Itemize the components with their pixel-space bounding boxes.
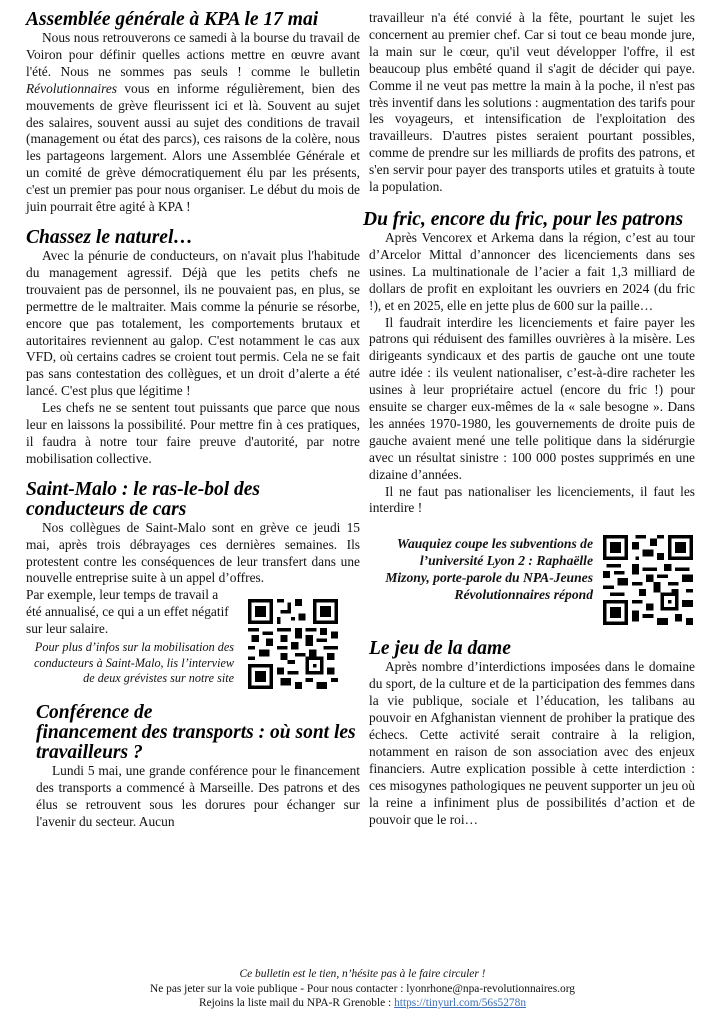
left-column — [26, 8, 360, 831]
article-body-kpa — [26, 30, 360, 216]
article-body-fric-1: Après Vencorex et Arkema dans la région, c’est au tour d’Arcelor Mittal d’annoncer des licenciements dans ses usines. La multinationale de l’acier a fait 1,3 milliard de dollars de profit en exploitant les ouvriers en 2024 (du fric !), et en 2025, elle en jette plus de 600 sur la paille… — [369, 229, 695, 313]
article-body-chassez-2: Les chefs ne se sentent tout puissants que parce que nous leur en laissons la possibilité. Pour mettre fin à ces pratiques, il faudra à notre tour faire preuve d'autorité, par notre mobilisation collective. — [26, 400, 360, 466]
title-line: Saint-Malo : le ras-le-bol des — [26, 478, 260, 500]
article-title-fric: Du fric, encore du fric, pour les patrons — [363, 208, 684, 230]
qr-code-icon[interactable] — [603, 535, 693, 625]
qr-code-icon[interactable] — [248, 599, 338, 689]
text: Nous nous retrouverons ce samedi à la bourse du travail de Voiron pour définir quelles actions mettre en œuvre avant l'été. Nous ne sommes pas seuls ! comme le bulletin — [26, 30, 360, 79]
title-line: Conférence de — [36, 702, 153, 724]
article-body-saint-malo-2: Par exemple, leur temps de travail a été annualisé, ce qui a un effet négatif sur leur salaire. — [26, 587, 229, 637]
title-line: financement des transports : où sont les — [36, 722, 356, 744]
article-body-fric-3: Il ne faut pas nationaliser les licenciements, il faut les interdire ! — [369, 483, 695, 516]
article-title-chassez: Chassez le naturel… — [26, 226, 193, 248]
article-body-saint-malo-1: Nos collègues de Saint-Malo sont en grève ce jeudi 15 mai, après trois débrayages ces dernières semaines. Ils protestent contre les conséquences de leur transfert dans une nouvelle entreprise suite à un appel d’offres. — [26, 519, 360, 586]
promo-qr-block — [369, 535, 695, 625]
footer-mailing-label: Rejoins la liste mail du NPA-R Grenoble : — [198, 997, 395, 1010]
article-title-jeu-dame: Le jeu de la dame — [369, 638, 511, 660]
bulletin-name: Révolutionnaires — [26, 80, 117, 96]
footer-contact: Ne pas jeter sur la voie publique - Pour nous contacter : lyonrhone@npa-revolutionnaires.org — [150, 982, 575, 995]
title-line: conducteurs de cars — [26, 498, 187, 520]
right-column — [363, 8, 695, 828]
article-body-jeu-dame: Après nombre d’interdictions imposées dans le domaine du sport, de la culture et de la participation des femmes dans la vie publique, sociale et l’éducation, les talibans au pouvoir en Afghanistan viennent de prohiber la pratique des échecs. Cette activité serait contraire à la religion, notamment en raison de son association avec des enjeux financiers. Autre explication possible à cette interdiction : ces misogynes pathologiques ne peuvent supporter un jeu où la reine a infiniment plus de possibilités d’action et de pouvoir que le roi… — [369, 659, 695, 827]
article-body-fric-2: Il faudrait interdire les licenciements et faire payer les patrons qui réduisent des familles ouvrières à la misère. Les dirigeants syndicaux et des partis de gauche ont une toute autre idée : ils veulent nationaliser, c’est-à-dire racheter les usines à leur propriétaire actuel (encore du fric !) pour ensuite se charger eux-mêmes de la « sale besogne ». Dans les années 1970-1980, les gouvernements de droite puis de gauche avaient mené une telle politique dans la sidérurgie avec un résultat sinistre : 100 000 postes supprimés en une dizaine d’années. — [369, 314, 695, 482]
article-title-saint-malo — [26, 480, 360, 520]
title-line: travailleurs ? — [36, 742, 143, 764]
footer — [0, 967, 725, 1011]
mailing-list-link[interactable]: https://tinyurl.com/56s5278n — [394, 997, 527, 1010]
saint-malo-qr-block — [26, 587, 360, 689]
promo-text: Wauquiez coupe les subventions de l’université Lyon 2 : Raphaëlle Mizony, porte-parole du NPA-Jeunes Révolutionnaires répond — [385, 536, 593, 603]
article-title-conference — [26, 703, 360, 763]
footer-mailing-list — [0, 996, 725, 1011]
saint-malo-note: Pour plus d’infos sur la mobilisation des conducteurs à Saint-Malo, lis l’interview de deux grévistes sur notre site — [33, 640, 234, 686]
footer-share-text: Ce bulletin est le tien, n’hésite pas à le faire circuler ! — [239, 968, 486, 980]
text: vous en informe régulièrement, bien des mouvements de grève fleurissent ici et là. Souvent au sujet des salaires, souvent aussi au sujet des conditions de travail (management ou état des parcs), ces raisons de la colère, nous les partageons largement. Alors une Assemblée Générale et un comité de grève démocratiquement élu par les présents, c'est un premier pas pour nous organiser. Le début du mois de juin pourrait être agité à KPA ! — [26, 80, 360, 215]
article-body-chassez-1: Avec la pénurie de conducteurs, on n'avait plus l'habitude du management agressif. Déjà que les petits chefs ne trouvaient pas de personnel, ils ne pouvaient pas, en plus, se permettre de le maltraiter. Mais comme la pénurie se résorbe, encore que pas totalement, les comportements brutaux et autoritaires reviennent au galop. C'est notamment le cas aux VFD, où certains cadres se croient tout permis. Cela ne se fait pas sans contestation des collègues, et un droit d’alerte a été lancé. C'est plus que légitime ! — [26, 247, 360, 399]
article-title-kpa: Assemblée générale à KPA le 17 mai — [26, 9, 319, 30]
article-body-conference: Lundi 5 mai, une grande conférence pour le financement des transports a commencé à Marseille. Des patrons et des élus se retrouvent sous les dorures pour échanger sur l'avenir du secteur. Aucun — [36, 763, 360, 830]
article-body-conference-continued: travailleur n'a été convié à la fête, pourtant le sujet les concernent au premier chef. Car si tout ce beau monde jure, la main sur le cœur, qu'il veut développer l'offre, il est beaucoup plus embêté quand il s'agit de décider qui paye. Comme il ne veut pas mettre la main à la poche, il n'est pas très inventif dans les solutions : augmentation des tarifs pour les voyageurs, et intensification de l'exploitation des travailleurs. D'autres pistes seraient pourtant possibles, comme de prendre sur les milliards de profits des patrons, et s'en servir pour payer des transports utiles et gratuits à toute la population. — [369, 10, 695, 195]
